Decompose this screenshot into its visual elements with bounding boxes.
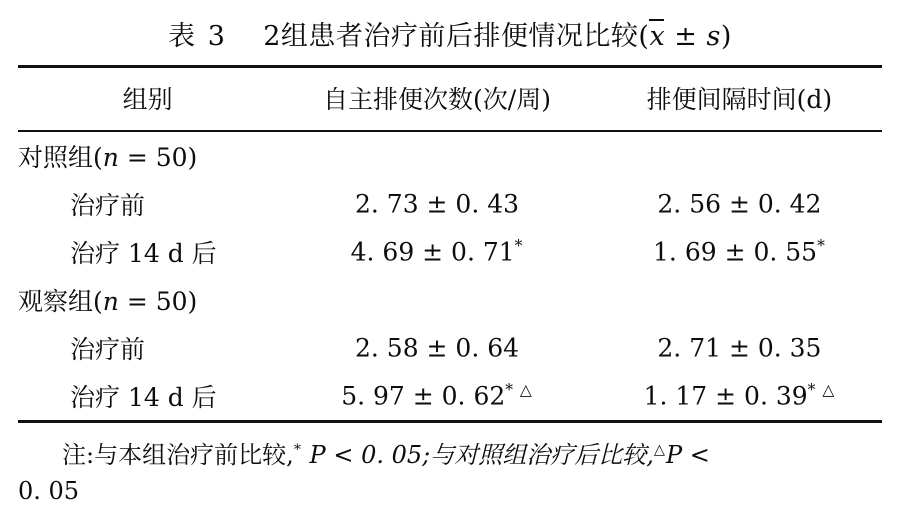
column-header-defecation-interval: 排便间隔时间(d) — [646, 85, 833, 114]
cell-b — [597, 324, 882, 372]
footnote-mark-triangle: △ — [653, 442, 666, 458]
cell-b — [597, 228, 882, 276]
cell-b-value: 2. 71 ± 0. 35 — [657, 333, 822, 363]
title-stat-close: ) — [720, 21, 732, 52]
x-bar-symbol: x — [649, 21, 666, 52]
table-body — [18, 132, 882, 420]
row-label: 治疗前 — [70, 335, 146, 364]
cell-a-mark: * △ — [505, 381, 533, 400]
cell-b-mark: * — [817, 237, 826, 256]
footnote-text-b: P < 0. 05;与对照组治疗后比较, — [301, 441, 654, 469]
cell-a-value: 5. 97 ± 0. 62 — [341, 381, 506, 411]
title-group-count: 2 — [263, 21, 281, 52]
cell-b — [597, 180, 882, 228]
group-label-post: = 50) — [118, 143, 198, 172]
cell-b-value: 2. 56 ± 0. 42 — [657, 189, 822, 219]
row-label-control-group — [18, 132, 277, 180]
table-title — [18, 8, 882, 65]
table-row — [18, 228, 882, 276]
group-label-n: n — [102, 143, 119, 172]
cell-a — [277, 132, 597, 180]
table-body-table — [18, 132, 882, 420]
row-label-observation-group — [18, 276, 277, 324]
cell-b — [597, 132, 882, 180]
cell-b — [597, 372, 882, 420]
group-label-post: = 50) — [118, 287, 198, 316]
header-row — [18, 68, 882, 130]
title-stat-s: s — [706, 21, 721, 52]
column-header-group: 组别 — [122, 85, 173, 114]
title-stat-pm: ± — [665, 21, 707, 52]
table-row — [18, 276, 882, 324]
footnote-line-2: 0. 05 — [18, 477, 80, 505]
footnote-mark-asterisk: * — [293, 442, 302, 458]
row-label: 治疗 14 d 后 — [70, 383, 217, 412]
footnote-text-c: P < — [665, 441, 710, 469]
group-label-pre: 观察组( — [18, 287, 103, 316]
table-head — [18, 68, 882, 130]
cell-a-value: 4. 69 ± 0. 71 — [350, 237, 515, 267]
cell-b-value: 1. 69 ± 0. 55 — [653, 237, 818, 267]
table-label: 表 3 — [168, 21, 227, 52]
footnote-text-a: 注:与本组治疗前比较, — [62, 441, 294, 469]
group-label-n: n — [102, 287, 119, 316]
table-row — [18, 132, 882, 180]
title-stat-open: ( — [638, 21, 650, 52]
title-text: 组患者治疗前后排便情况比较 — [280, 21, 639, 52]
cell-b — [597, 276, 882, 324]
table-row — [18, 324, 882, 372]
cell-b-value: 1. 17 ± 0. 39 — [643, 381, 808, 411]
cell-a — [277, 180, 597, 228]
cell-a-value: 2. 73 ± 0. 43 — [354, 189, 520, 219]
table-footnote — [18, 423, 882, 509]
comparison-table — [18, 68, 882, 130]
cell-a — [277, 324, 597, 372]
table-row — [18, 180, 882, 228]
row-label: 治疗 14 d 后 — [70, 239, 217, 268]
cell-a-mark: * — [514, 237, 524, 256]
row-label: 治疗前 — [70, 191, 146, 220]
table-row — [18, 372, 882, 420]
cell-a — [277, 372, 597, 420]
group-label-pre: 对照组( — [18, 143, 103, 172]
cell-a — [277, 276, 597, 324]
cell-b-mark: * △ — [807, 381, 836, 400]
cell-a-value: 2. 58 ± 0. 64 — [354, 333, 520, 363]
column-header-spontaneous-bowel-movements: 自主排便次数(次/周) — [323, 85, 551, 114]
cell-a — [277, 228, 597, 276]
